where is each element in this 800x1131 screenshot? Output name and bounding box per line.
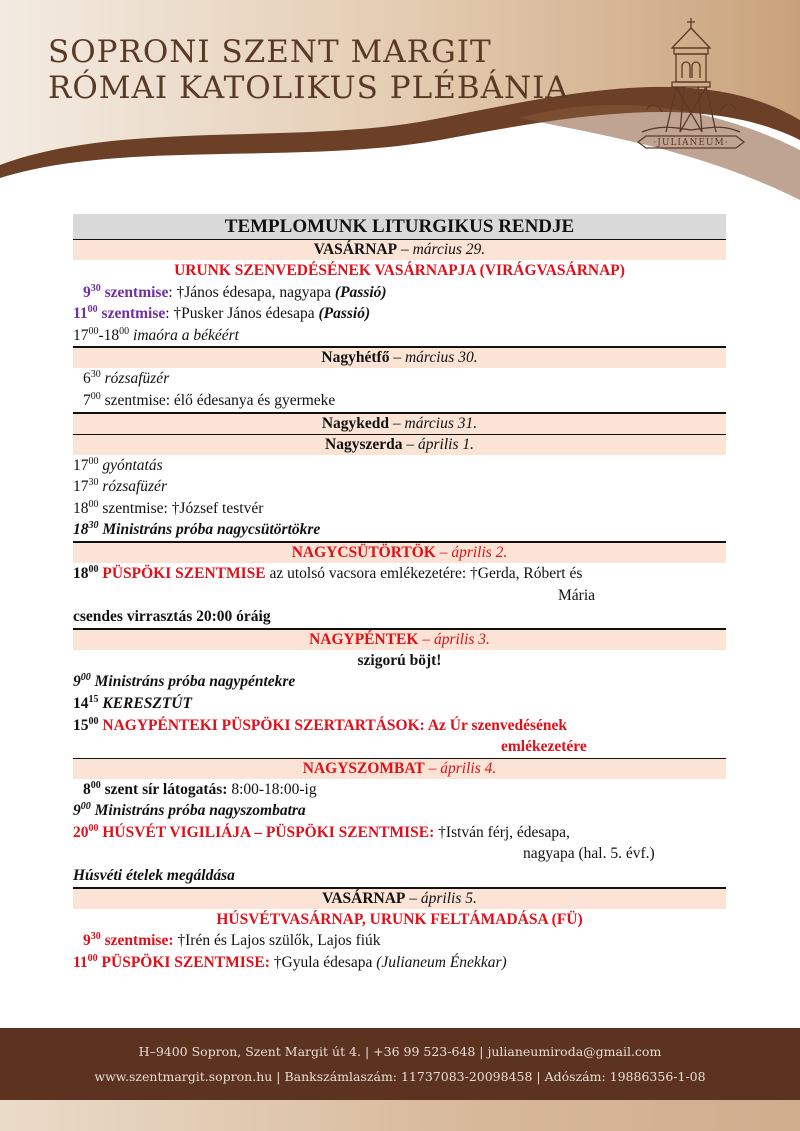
- day-header: NAGYPÉNTEK – április 3.: [73, 628, 726, 650]
- schedule-entry: $14^{15}$ KERESZTÚT: [73, 693, 192, 712]
- day-header: NAGYCSÜTÖRTÖK – április 2.: [73, 541, 726, 563]
- schedule-entry: $9^{00}$ Ministráns próba nagypéntekre: [73, 672, 296, 691]
- feast-title: URUNK SZENVEDÉSÉNEK VASÁRNAPJA (VIRÁGVASÁRNAP): [174, 262, 625, 279]
- day-header: VASÁRNAP – április 5.: [73, 887, 726, 909]
- schedule-entry: $18^{00}$ szentmise: †József testvér: [73, 498, 264, 517]
- parish-title-line1: SOPRONI SZENT MARGIT: [48, 34, 492, 70]
- footer-bar: [0, 1100, 800, 1131]
- footer: [0, 1028, 800, 1100]
- day-header: Nagyhétfő – március 30.: [73, 346, 726, 368]
- feast-title: HÚSVÉTVASÁRNAP, URUNK FELTÁMADÁSA (FÜ): [216, 910, 583, 928]
- footer-contact: H–9400 Sopron, Szent Margit út 4. | +36 99 523-648 | julianeumiroda@gmail.com: [138, 1044, 662, 1059]
- schedule-entry: $6^{30}$ rózsafüzér: [83, 369, 170, 388]
- schedule-entry: $11^{00}$ PÜSPÖKI SZENTMISE: †Gyula édesapa (Julianeum Énekkar): [73, 952, 507, 971]
- schedule-entry: $9^{30}$ szentmise: †János édesapa, nagyapa (Passió): [83, 282, 387, 301]
- schedule-entry-continued: Mária: [558, 586, 596, 604]
- day-header: Nagykedd – március 31.: [73, 412, 726, 434]
- schedule-entry-continued: emlékezetére: [501, 738, 587, 756]
- day-header: Nagyszerda – április 1.: [73, 434, 726, 455]
- schedule-entry: $18^{30}$ Ministráns próba nagycsütörtökre: [73, 520, 321, 539]
- julianeum-logo: [632, 14, 750, 164]
- day-header: NAGYSZOMBAT – április 4.: [73, 758, 726, 779]
- schedule-heading: TEMPLOMUNK LITURGIKUS RENDJE: [73, 214, 726, 239]
- liturgy-schedule: [73, 214, 726, 973]
- schedule-entry: $15^{00}$ NAGYPÉNTEKI PÜSPÖKI SZERTARTÁSOK: Az Úr szenvedésének: [73, 715, 568, 734]
- schedule-entry: $9^{00}$ Ministráns próba nagyszombatra: [73, 801, 306, 820]
- schedule-entry: csendes virrasztás 20:00 óráig: [73, 608, 271, 626]
- fasting-note: szigorú böjt!: [357, 651, 442, 669]
- schedule-entry: $20^{00}$ HÚSVÉT VIGILIÁJA – PÜSPÖKI SZENTMISE: †István férj, édesapa,: [73, 822, 570, 841]
- schedule-entry: $17^{00}-18^{00}$ imaóra a békéért: [73, 325, 239, 344]
- schedule-entry: $17^{00}$ gyóntatás: [73, 455, 163, 474]
- parish-title-line2: RÓMAI KATOLIKUS PLÉBÁNIA: [48, 70, 569, 106]
- schedule-entry: $7^{00}$ szentmise: élő édesanya és gyermeke: [83, 390, 336, 409]
- footer-bank-info: www.szentmargit.sopron.hu | Bankszámlaszám: 11737083-20098458 | Adószám: 19886356-1-08: [94, 1069, 706, 1084]
- schedule-entry: $17^{30}$ rózsafüzér: [73, 477, 167, 496]
- schedule-entry: $8^{00}$ szent sír látogatás: 8:00-18:00-ig: [83, 779, 317, 798]
- schedule-entry: $9^{30}$ szentmise: †Irén és Lajos szülők, Lajos fiúk: [83, 931, 381, 950]
- schedule-entry: Húsvéti ételek megáldása: [73, 867, 235, 885]
- day-header: VASÁRNAP – március 29.: [73, 239, 726, 260]
- schedule-entry: $18^{00}$ PÜSPÖKI SZENTMISE az utolsó vacsora emlékezetére: †Gerda, Róbert és: [73, 563, 583, 582]
- schedule-entry: $11^{00}$ szentmise: †Pusker János édesapa (Passió): [73, 304, 371, 323]
- logo-caption: ·JULIANEUM·: [653, 138, 729, 148]
- schedule-entry-continued: nagyapa (hal. 5. évf.): [523, 845, 655, 863]
